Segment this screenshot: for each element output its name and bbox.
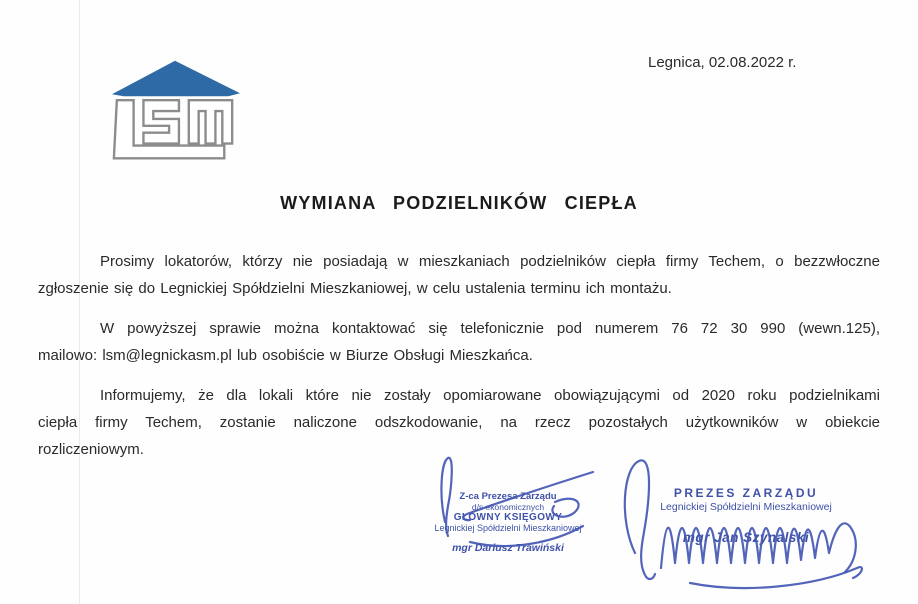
paragraph-line: Informujemy, że dla lokali które nie zostały opomiarowane obowiązującymi od 2020 roku podzielnikami [100, 387, 880, 404]
paragraph-line: zgłoszenie się do Legnickiej Spółdzielni Mieszkaniowej, w celu ustalenia terminu ich montażu. [38, 280, 672, 297]
paragraph-line: ciepła firmy Techem, zostanie naliczone odszkodowanie, na rzecz pozostałych użytkowników w obiekcie [38, 414, 880, 431]
stamp-signer-name: mgr Jan Szynalski [682, 530, 810, 545]
paragraph-line: mailowo: lsm@legnickasm.pl lub osobiście w Biurze Obsługi Mieszkańca. [38, 347, 533, 364]
letter-body [38, 248, 880, 476]
paragraph-line: rozliczeniowym. [38, 441, 144, 458]
stamp-deputy-president [422, 492, 594, 554]
logo-letter-m [189, 100, 232, 143]
document-title: WYMIANA PODZIELNIKÓW CIEPŁA [280, 193, 638, 213]
paragraph [38, 315, 880, 369]
paragraph-line: W powyższej sprawie można kontaktować się telefonicznie pod numerem 76 72 30 990 (wewn.125), [100, 320, 880, 337]
stamp-line: Legnickiej Spółdzielni Mieszkaniowej [660, 501, 832, 513]
stamp-line: PREZES ZARZĄDU [673, 486, 819, 500]
stamp-line: Legnickiej Spółdzielni Mieszkaniowej [434, 523, 582, 533]
paragraph-line: Prosimy lokatorów, którzy nie posiadają w mieszkaniach podzielników ciepła firmy Techem, o bezzwłoczne [100, 253, 880, 270]
stamp-signer-name: mgr Dariusz Trawiński [452, 542, 564, 554]
paragraph [38, 382, 880, 463]
date-place-line: Legnica, 02.08.2022 r. [648, 54, 797, 71]
logo-roof-shape [112, 61, 240, 96]
stamp-line: GŁÓWNY KSIĘGOWY [453, 512, 563, 523]
stamp-president [638, 486, 854, 545]
stamp-line: d/s ekonomicznych [471, 502, 545, 512]
paragraph [38, 248, 880, 302]
stamp-line: Z-ca Prezesa Zarządu [459, 491, 557, 502]
logo-letter-s [143, 100, 178, 143]
lsm-logo-icon [106, 56, 244, 170]
